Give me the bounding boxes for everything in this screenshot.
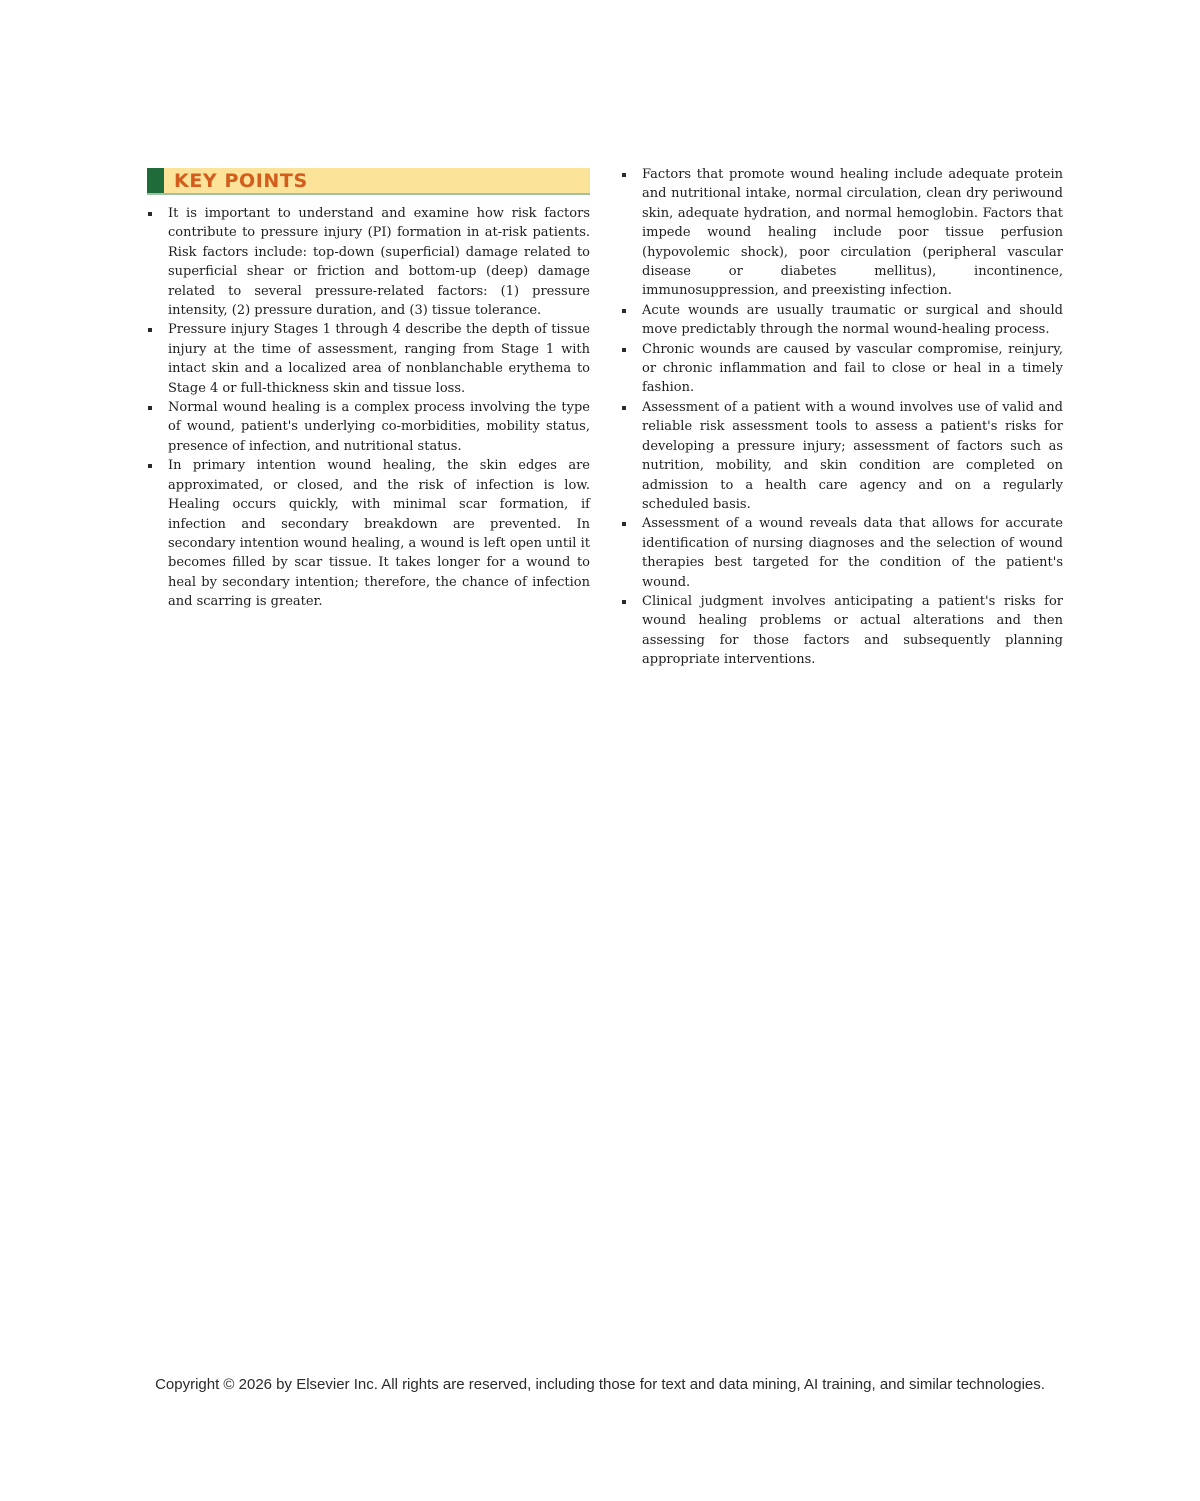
key-point-item: Acute wounds are usually traumatic or surgical and should move predictably through the normal wound-healing process. (621, 301, 1063, 340)
key-point-item: Assessment of a patient with a wound involves use of valid and reliable risk assessment tools to assess a patient's risks for developing a pressure injury; assessment of factors such as nutrition, mobility, and skin condition are completed on admission to a health care agency and on a regularly scheduled basis. (621, 398, 1063, 514)
key-points-right-column (621, 165, 1063, 670)
copyright-notice: Copyright © 2026 by Elsevier Inc. All rights are reserved, including those for text and data mining, AI training, and similar technologies. (155, 1376, 1045, 1393)
key-point-item: Chronic wounds are caused by vascular compromise, reinjury, or chronic inflammation and fail to close or heal in a timely fashion. (621, 340, 1063, 398)
key-point-item: Clinical judgment involves anticipating a patient's risks for wound healing problems or actual alterations and then assessing for those factors and subsequently planning appropriate interventions. (621, 592, 1063, 670)
key-points-left-column (147, 204, 590, 612)
key-point-item: Assessment of a wound reveals data that allows for accurate identification of nursing diagnoses and the selection of wound therapies best targeted for the condition of the patient's wound. (621, 514, 1063, 592)
key-point-item: Normal wound healing is a complex process involving the type of wound, patient's underlying co-morbidities, mobility status, presence of infection, and nutritional status. (147, 398, 590, 456)
key-points-title: KEY POINTS (174, 170, 308, 192)
key-point-item: In primary intention wound healing, the skin edges are approximated, or closed, and the risk of infection is low. Healing occurs quickly, with minimal scar formation, if infection and secondary breakdown are prevented. In secondary intention wound healing, a wound is left open until it becomes filled by scar tissue. It takes longer for a wound to heal by secondary intention; therefore, the chance of infection and scarring is greater. (147, 456, 590, 611)
header-accent-bar (147, 168, 164, 193)
key-point-item: It is important to understand and examine how risk factors contribute to pressure injury (PI) formation in at-risk patients. Risk factors include: top-down (superficial) damage related to superficial shear or friction and bottom-up (deep) damage related to several pressure-related factors: (1) pressure intensity, (2) pressure duration, and (3) tissue tolerance. (147, 204, 590, 320)
key-point-item: Pressure injury Stages 1 through 4 describe the depth of tissue injury at the time of assessment, ranging from Stage 1 with intact skin and a localized area of nonblanchable erythema to Stage 4 or full-thickness skin and tissue loss. (147, 320, 590, 398)
key-point-item: Factors that promote wound healing include adequate protein and nutritional intake, normal circulation, clean dry periwound skin, adequate hydration, and normal hemoglobin. Factors that impede wound healing include poor tissue perfusion (hypovolemic shock), poor circulation (peripheral vascular disease or diabetes mellitus), incontinence, immunosuppression, and preexisting infection. (621, 165, 1063, 301)
key-points-header (147, 168, 590, 195)
